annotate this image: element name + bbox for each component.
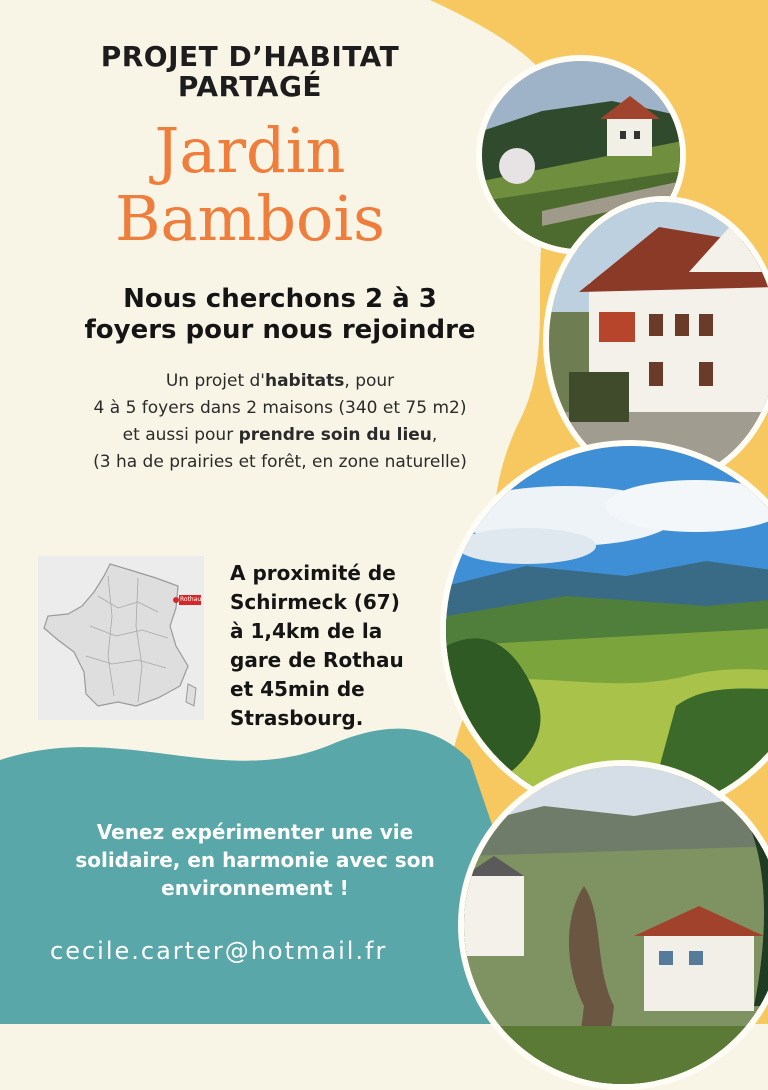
map-marker-label: Rothau	[180, 596, 202, 603]
village-view-photo	[458, 760, 768, 1090]
location-line: Schirmeck (67)	[230, 590, 400, 614]
description-bold: habitats	[264, 371, 345, 391]
call-to-action	[30, 818, 480, 902]
contact-email[interactable]: cecile.carter@hotmail.fr	[50, 937, 388, 965]
location-line: à 1,4km de la	[230, 619, 383, 643]
location-line: A proximité de	[230, 561, 396, 585]
description-bold: prendre soin du lieu	[238, 425, 432, 445]
location-line: Strasbourg.	[230, 706, 364, 730]
description-text: Un projet d'	[165, 371, 265, 391]
france-map	[38, 556, 204, 720]
description-line-2: 4 à 5 foyers dans 2 maisons (340 et 75 m2)	[93, 398, 467, 418]
subtitle-line-2: foyers pour nous rejoindre	[84, 315, 476, 345]
france-map-graphic	[38, 556, 204, 720]
location-line: et 45min de	[230, 677, 365, 701]
header-line-1: PROJET D’HABITAT	[100, 40, 400, 73]
project-header	[40, 42, 460, 102]
location-line: gare de Rothau	[230, 648, 404, 672]
project-title-line-1: Jardin	[154, 114, 346, 187]
project-title-line-2: Bambois	[115, 182, 385, 255]
header-line-2: PARTAGÉ	[177, 70, 323, 103]
description-line-1	[10, 368, 550, 395]
description-text: ,	[431, 425, 438, 445]
cta-line-2: solidaire, en harmonie avec son	[75, 848, 435, 872]
cta-line-3: environnement !	[161, 876, 349, 900]
description	[10, 368, 550, 476]
subtitle-line-1: Nous cherchons 2 à 3	[123, 284, 437, 314]
description-text: et aussi pour	[122, 425, 239, 445]
location-info	[230, 559, 430, 733]
description-line-4: (3 ha de prairies et forêt, en zone naturelle)	[93, 452, 467, 472]
description-text: , pour	[344, 371, 395, 391]
description-line-3	[10, 422, 550, 449]
cta-line-1: Venez expérimenter une vie	[96, 820, 414, 844]
